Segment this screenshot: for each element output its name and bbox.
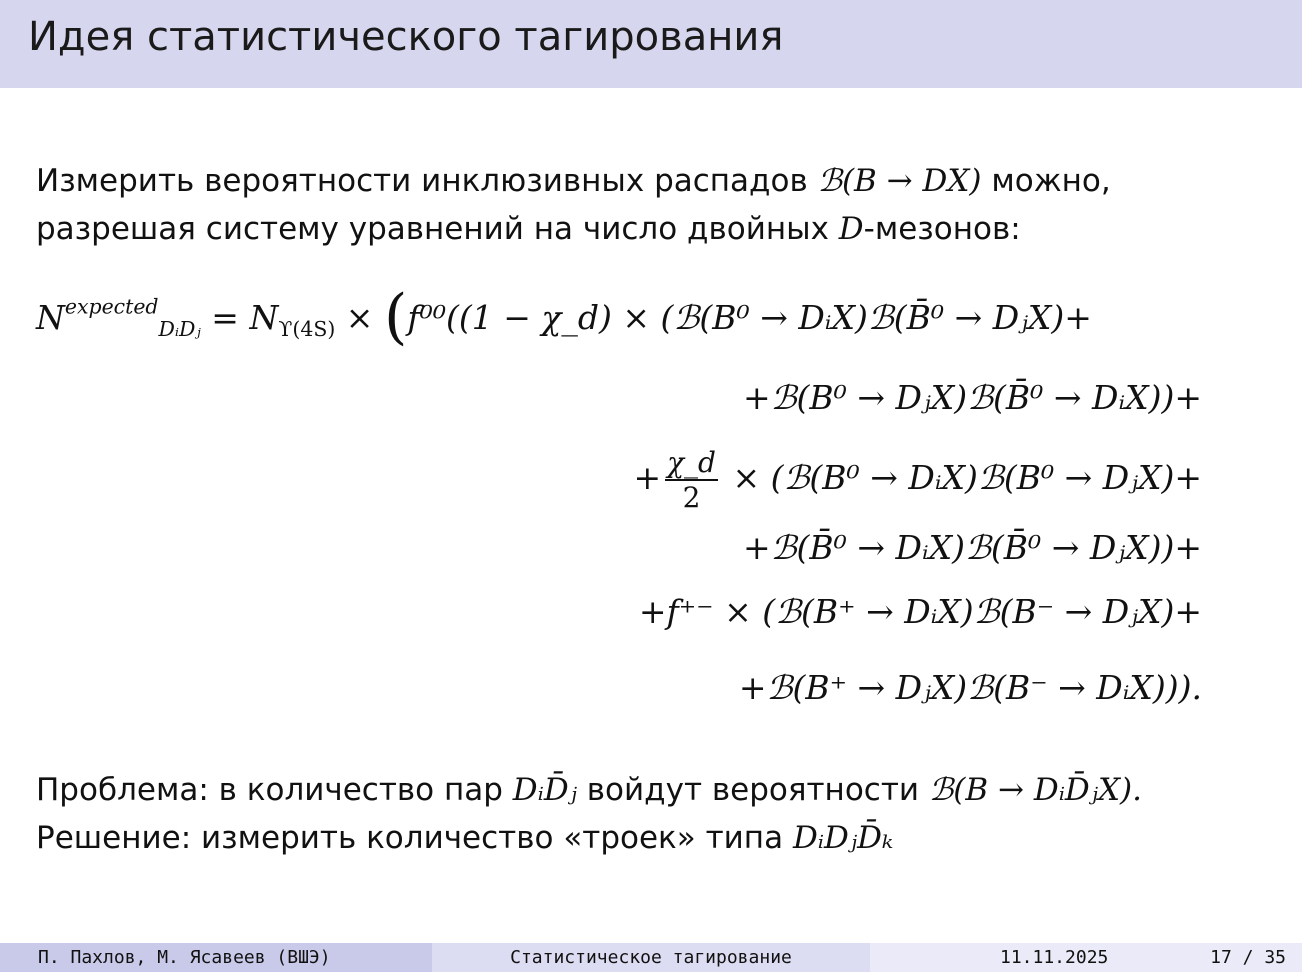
intro-math-1: ℬ(B → DX) — [817, 163, 982, 199]
eq-line-3 — [633, 446, 1202, 514]
eq-equals: = — [200, 298, 250, 337]
eq-line-5: +f⁺⁻ × (ℬ(B⁺ → DᵢX)ℬ(B⁻ → DⱼX)+ — [638, 592, 1202, 631]
problem-math-1: DᵢD̄ⱼ — [512, 772, 577, 808]
eq-fraction — [665, 446, 718, 514]
eq-frac-num: χ_d — [667, 446, 716, 479]
slide-title: Идея статистического тагирования — [28, 14, 784, 60]
eq-line-6: +ℬ(B⁺ → DⱼX)ℬ(B⁻ → DᵢX))). — [738, 668, 1202, 707]
footer-page-number: 17 / 35 — [1210, 947, 1286, 968]
intro-math-2: D — [838, 211, 864, 247]
footer-date: 11.11.2025 — [1000, 947, 1109, 968]
footer-short-title: Статистическое тагирование — [432, 943, 870, 972]
eq-N: N — [36, 298, 65, 337]
eq-N-sup: expected — [64, 294, 159, 319]
footer-authors: П. Пахлов, М. Ясавеев (ВШЭ) — [0, 943, 432, 972]
intro-line-2 — [36, 205, 1021, 253]
problem-text-b: войдут вероятности — [576, 772, 929, 808]
solution-text: Решение: измерить количество «троек» типа — [36, 820, 793, 856]
intro-text-1b: можно, — [981, 163, 1111, 199]
eq-line-4: +ℬ(B̄⁰ → DᵢX)ℬ(B̄⁰ → DⱼX))+ — [742, 528, 1202, 567]
eq-frac-den: 2 — [682, 481, 701, 514]
footer-date-page — [870, 943, 1302, 972]
eq-norm-sub: ϒ(4S) — [278, 317, 336, 342]
eq-norm: N — [249, 298, 279, 337]
eq-times: × — [335, 298, 384, 337]
eq-big-paren-open: ( — [383, 282, 408, 352]
eq-line-3-text: × (ℬ(B⁰ → DᵢX)ℬ(B⁰ → DⱼX)+ — [721, 458, 1202, 497]
intro-text-2b: -мезонов: — [863, 211, 1021, 247]
slide-header — [0, 0, 1302, 88]
intro-line-1 — [36, 157, 1111, 205]
solution-math: DᵢDⱼD̄ₖ — [792, 820, 894, 856]
eq-N-sub: DᵢDⱼ — [158, 317, 201, 342]
problem-line — [36, 766, 1142, 814]
intro-text-2a: разрешая систему уравнений на число двойных — [36, 211, 839, 247]
slide-footer — [0, 943, 1302, 972]
eq-plus: + — [633, 458, 662, 497]
eq-line-1: f⁰⁰((1 − χ_d) × (ℬ(B⁰ → DᵢX)ℬ(B̄⁰ → DⱼX)+ — [407, 298, 1092, 337]
intro-text-1a: Измерить вероятности инклюзивных распадов — [36, 163, 818, 199]
problem-text-a: Проблема: в количество пар — [36, 772, 513, 808]
equation-lhs — [36, 282, 1092, 352]
problem-math-2: ℬ(B → DᵢD̄ⱼX). — [928, 772, 1142, 808]
eq-line-2: +ℬ(B⁰ → DⱼX)ℬ(B̄⁰ → DᵢX))+ — [742, 378, 1202, 417]
solution-line — [36, 814, 893, 862]
